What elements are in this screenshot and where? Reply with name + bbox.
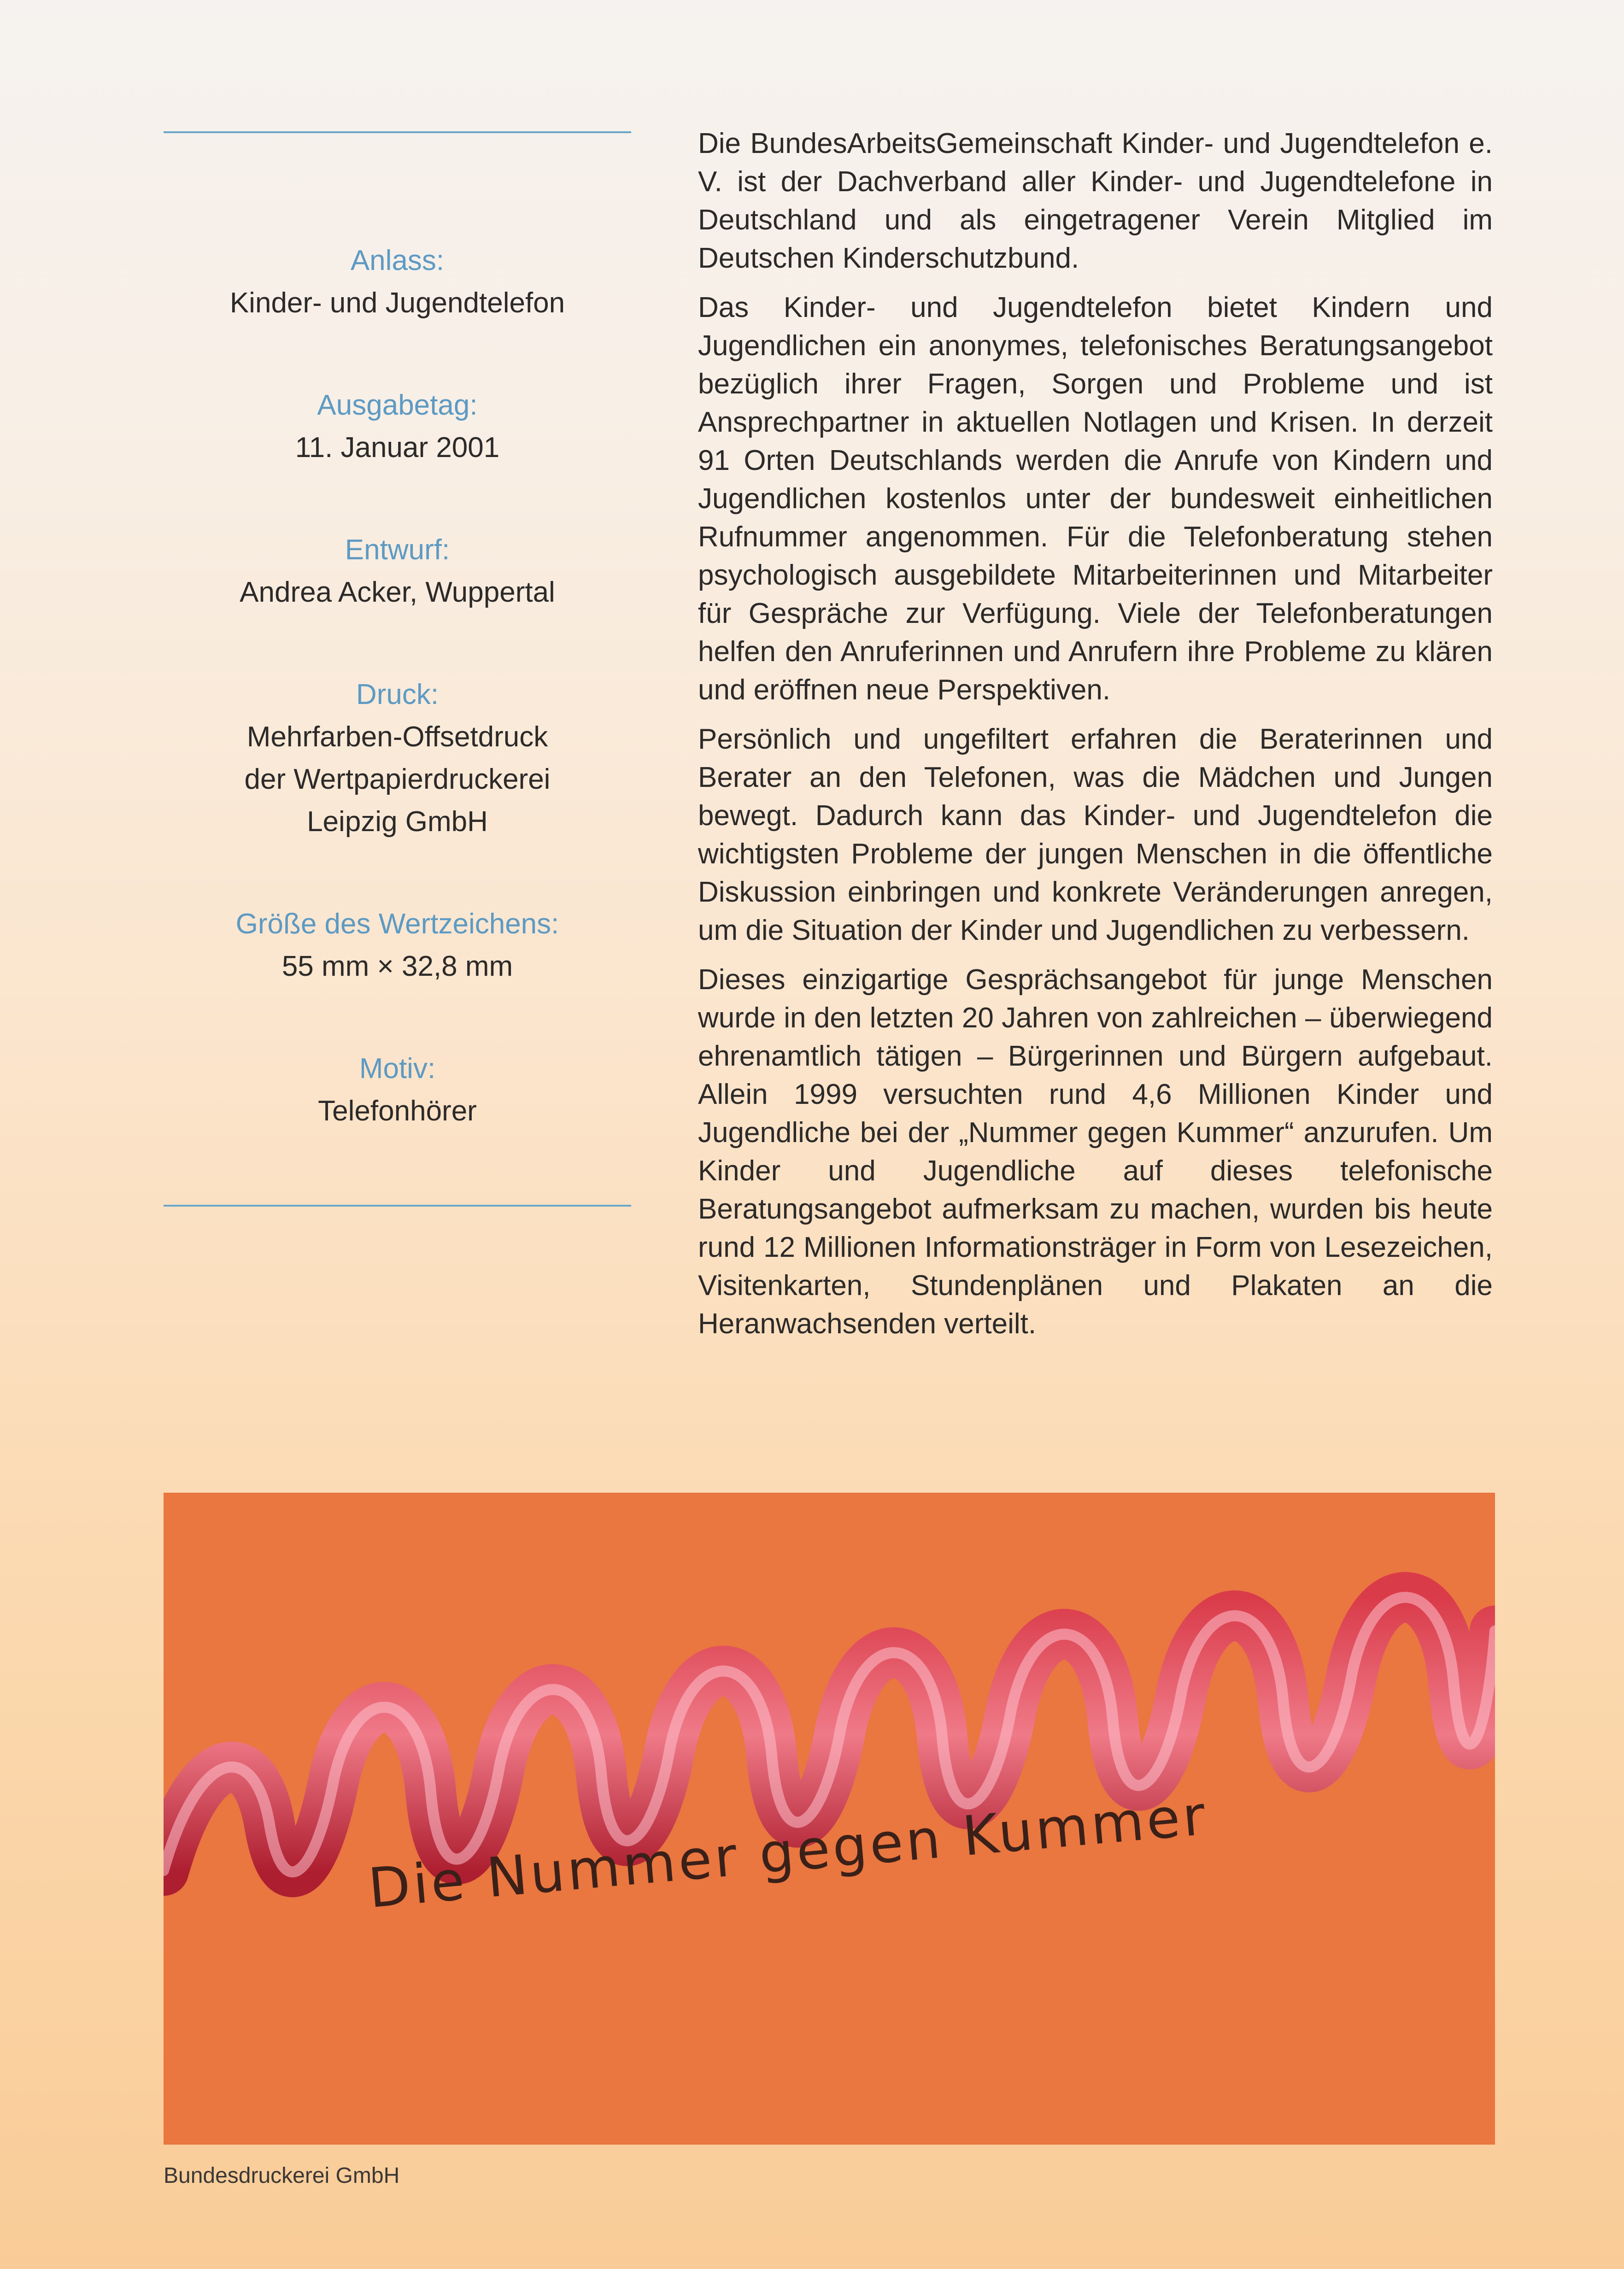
field-value: [164, 282, 631, 324]
field-value-line: Leipzig GmbH: [307, 806, 488, 838]
field-label: Entwurf:: [345, 534, 450, 566]
bottom-divider: [164, 1205, 631, 1207]
paragraph: Das Kinder- und Jugendtelefon bietet Kindern und Jugendlichen ein anonymes, telefonisches Beratungsangebot bezüglich ihrer Fragen, Sorgen und Probleme und ist Ansprechpartner in aktuellen Notlagen und Krisen. In derzeit 91 Orten Deutschlands werden die Anrufe von Kindern und Jugendlichen kostenlos unter der bundesweit einheitlichen Rufnummer angenommen. Für die Telefonberatung stehen psychologisch ausgebildete Mitarbeiterinnen und Mitarbeiter für Gespräche zur Verfügung. Viele der Telefonberatungen helfen den Anruferinnen und Anrufern ihre Probleme zu klären und eröffnen neue Perspektiven.: [698, 292, 1493, 706]
field-value: [164, 716, 631, 843]
field-label: Ausgabetag:: [317, 389, 478, 421]
paragraph: Persönlich und ungefiltert erfahren die Beraterinnen und Berater an den Telefonen, was die Mädchen und Jungen bewegt. Dadurch kann das Kinder- und Jugendtelefon die wichtigsten Probleme der jungen Menschen in die öffentliche Diskussion einbringen und konkrete Veränderungen anregen, um die Situation der Kinder und Jugendlichen zu verbessern.: [698, 723, 1493, 946]
field-value-line: 11. Januar 2001: [295, 432, 500, 463]
field-value: [164, 427, 631, 469]
field-value-line: Kinder- und Jugendtelefon: [229, 287, 565, 319]
publisher-footer: Bundesdruckerei GmbH: [164, 2163, 400, 2188]
field-label: Größe des Wertzeichens:: [235, 908, 559, 940]
field-druck: [164, 674, 631, 843]
field-groesse: [164, 903, 631, 988]
field-ausgabetag: [164, 384, 631, 469]
field-entwurf: [164, 529, 631, 614]
top-divider: [164, 131, 631, 133]
field-label: Druck:: [356, 679, 439, 710]
field-value: [164, 571, 631, 614]
body-text: [698, 124, 1493, 1354]
field-value-line: 55 mm × 32,8 mm: [281, 950, 513, 982]
field-value: [164, 945, 631, 988]
banner-slogan: Die Nummer gegen Kummer: [365, 1783, 1210, 1920]
paragraph: Die BundesArbeitsGemeinschaft Kinder- und Jugendtelefon e. V. ist der Dachverband aller Kinder- und Jugendtelefone in Deutschland und als eingetragener Verein Mitglied im Deutschen Kinderschutzbund.: [698, 128, 1493, 274]
field-label: Motiv:: [359, 1053, 436, 1085]
field-value-line: Mehrfarben-Offsetdruck: [246, 721, 548, 753]
field-value-line: Andrea Acker, Wuppertal: [240, 576, 555, 608]
info-column: [164, 240, 631, 1132]
field-value-line: Telefonhörer: [318, 1095, 477, 1127]
paragraph: Dieses einzigartige Gesprächsangebot für junge Menschen wurde in den letzten 20 Jahren von zahlreichen – überwiegend ehrenamtlich tätigen – Bürgerinnen und Bürgern aufgebaut. Allein 1999 versuchten rund 4,6 Millionen Kinder und Jugendliche bei der „Nummer gegen Kummer“ anzurufen. Um Kinder und Jugendliche auf dieses telefonische Beratungsangebot aufmerksam zu machen, wurden bis heute rund 12 Millionen Informationsträger in Form von Lesezeichen, Visitenkarten, Stundenplänen und Plakaten an die Heranwachsenden verteilt.: [698, 964, 1493, 1340]
field-value: [164, 1090, 631, 1132]
field-label: Anlass:: [350, 245, 445, 276]
field-anlass: [164, 240, 631, 324]
field-value-line: der Wertpapierdruckerei: [244, 763, 551, 795]
field-motiv: [164, 1048, 631, 1132]
